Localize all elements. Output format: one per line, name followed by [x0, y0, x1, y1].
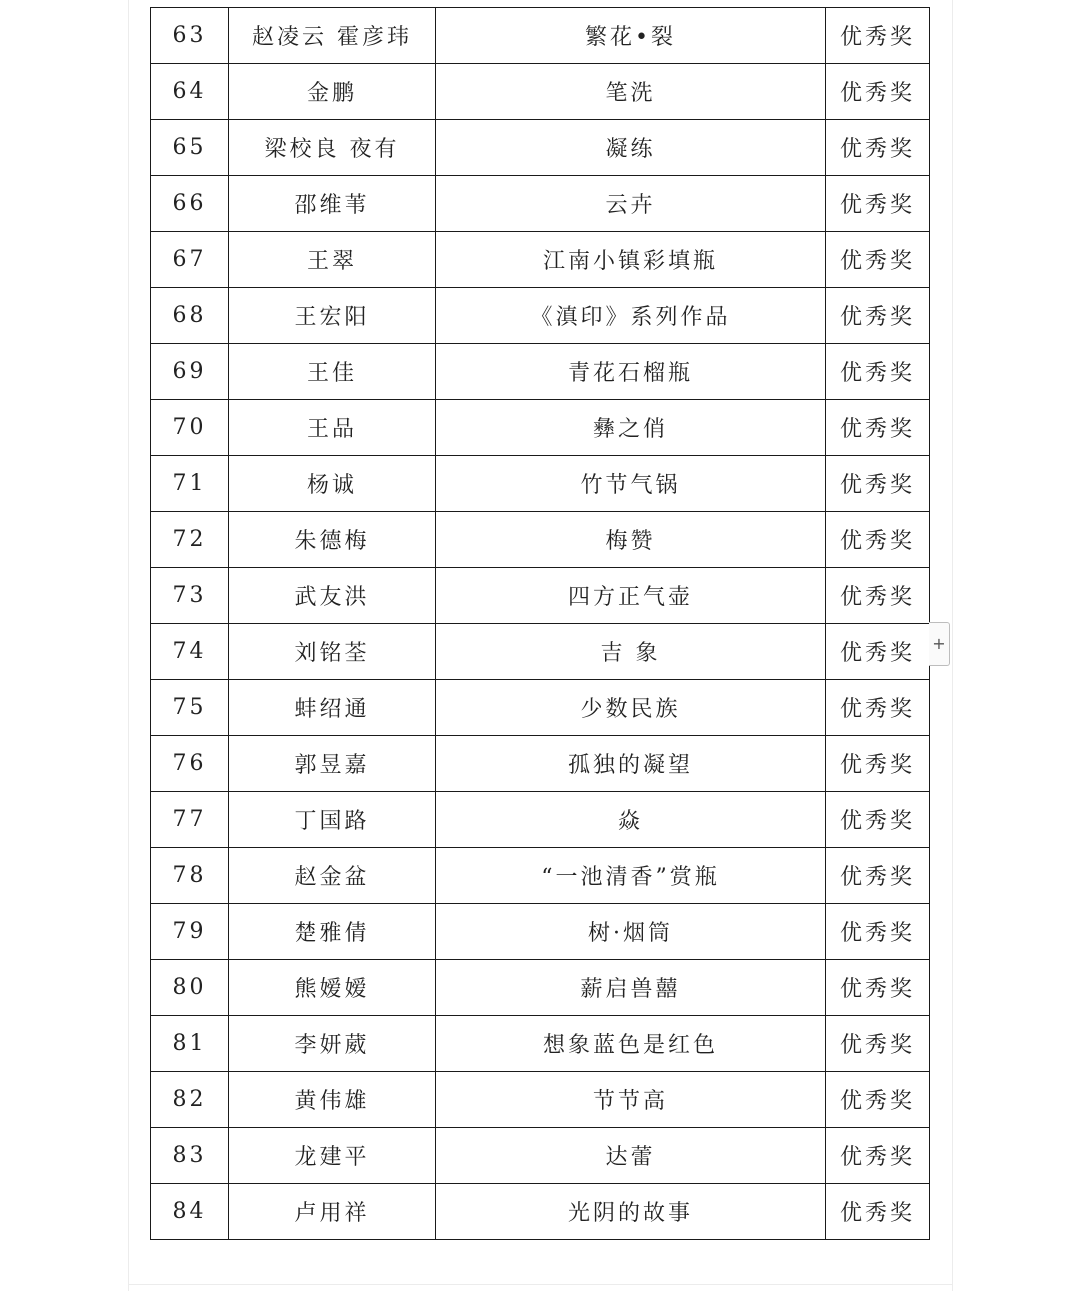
- table-row: [151, 8, 930, 64]
- cell-award: 优秀奖: [826, 1072, 930, 1128]
- cell-award: 优秀奖: [826, 736, 930, 792]
- cell-award: 优秀奖: [826, 344, 930, 400]
- cell-number: 70: [151, 400, 229, 456]
- cell-number: 83: [151, 1128, 229, 1184]
- cell-work-title: 四方正气壶: [436, 568, 826, 624]
- cell-author-name: 王佳: [229, 344, 436, 400]
- cell-work-title: 光阴的故事: [436, 1184, 826, 1240]
- cell-work-title: 树·烟筒: [436, 904, 826, 960]
- table-row: [151, 792, 930, 848]
- cell-number: 75: [151, 680, 229, 736]
- add-row-button[interactable]: +: [929, 622, 950, 666]
- cell-number: 79: [151, 904, 229, 960]
- cell-author-name: 郭昱嘉: [229, 736, 436, 792]
- table-row: [151, 288, 930, 344]
- cell-number: 77: [151, 792, 229, 848]
- cell-number: 72: [151, 512, 229, 568]
- table-row: [151, 736, 930, 792]
- cell-work-title: 少数民族: [436, 680, 826, 736]
- cell-work-title: 达蕾: [436, 1128, 826, 1184]
- cell-number: 81: [151, 1016, 229, 1072]
- cell-number: 80: [151, 960, 229, 1016]
- cell-award: 优秀奖: [826, 848, 930, 904]
- table-row: [151, 960, 930, 1016]
- cell-number: 68: [151, 288, 229, 344]
- table-row: [151, 904, 930, 960]
- cell-author-name: 卢用祥: [229, 1184, 436, 1240]
- cell-work-title: 云卉: [436, 176, 826, 232]
- page-edge-bottom: [128, 1284, 953, 1285]
- cell-award: 优秀奖: [826, 680, 930, 736]
- cell-work-title: “一池清香”赏瓶: [436, 848, 826, 904]
- table-row: [151, 624, 930, 680]
- cell-work-title: 繁花•裂: [436, 8, 826, 64]
- cell-work-title: 笔洗: [436, 64, 826, 120]
- cell-work-title: 江南小镇彩填瓶: [436, 232, 826, 288]
- page-edge-right: [952, 0, 953, 1291]
- cell-award: 优秀奖: [826, 512, 930, 568]
- cell-author-name: 杨诚: [229, 456, 436, 512]
- cell-author-name: 王宏阳: [229, 288, 436, 344]
- cell-author-name: 李妍葳: [229, 1016, 436, 1072]
- cell-work-title: 梅赞: [436, 512, 826, 568]
- cell-author-name: 蚌绍通: [229, 680, 436, 736]
- cell-award: 优秀奖: [826, 1184, 930, 1240]
- cell-award: 优秀奖: [826, 64, 930, 120]
- cell-work-title: 彝之俏: [436, 400, 826, 456]
- cell-award: 优秀奖: [826, 960, 930, 1016]
- cell-work-title: 凝练: [436, 120, 826, 176]
- cell-award: 优秀奖: [826, 792, 930, 848]
- cell-work-title: 焱: [436, 792, 826, 848]
- cell-author-name: 梁校良 夜有: [229, 120, 436, 176]
- cell-award: 优秀奖: [826, 568, 930, 624]
- cell-award: 优秀奖: [826, 176, 930, 232]
- table-row: [151, 120, 930, 176]
- cell-author-name: 楚雅倩: [229, 904, 436, 960]
- cell-number: 78: [151, 848, 229, 904]
- table-row: [151, 1128, 930, 1184]
- cell-number: 71: [151, 456, 229, 512]
- table-row: [151, 512, 930, 568]
- award-table-container: [150, 7, 930, 1240]
- table-row: [151, 176, 930, 232]
- table-row: [151, 848, 930, 904]
- cell-number: 76: [151, 736, 229, 792]
- cell-award: 优秀奖: [826, 624, 930, 680]
- cell-author-name: 黄伟雄: [229, 1072, 436, 1128]
- cell-work-title: 吉 象: [436, 624, 826, 680]
- cell-award: 优秀奖: [826, 288, 930, 344]
- cell-number: 73: [151, 568, 229, 624]
- cell-number: 66: [151, 176, 229, 232]
- cell-award: 优秀奖: [826, 456, 930, 512]
- cell-work-title: 竹节气锅: [436, 456, 826, 512]
- cell-number: 67: [151, 232, 229, 288]
- cell-author-name: 丁国路: [229, 792, 436, 848]
- page-edge-left: [128, 0, 129, 1291]
- cell-number: 69: [151, 344, 229, 400]
- table-row: [151, 232, 930, 288]
- cell-author-name: 武友洪: [229, 568, 436, 624]
- cell-work-title: 薪启兽囍: [436, 960, 826, 1016]
- cell-award: 优秀奖: [826, 904, 930, 960]
- table-row: [151, 680, 930, 736]
- cell-author-name: 赵金盆: [229, 848, 436, 904]
- table-row: [151, 400, 930, 456]
- cell-author-name: 金鹏: [229, 64, 436, 120]
- cell-author-name: 龙建平: [229, 1128, 436, 1184]
- cell-award: 优秀奖: [826, 1128, 930, 1184]
- cell-author-name: 赵凌云 霍彦玮: [229, 8, 436, 64]
- cell-author-name: 刘铭荃: [229, 624, 436, 680]
- cell-author-name: 朱德梅: [229, 512, 436, 568]
- cell-work-title: 《滇印》系列作品: [436, 288, 826, 344]
- table-row: [151, 456, 930, 512]
- cell-award: 优秀奖: [826, 400, 930, 456]
- cell-award: 优秀奖: [826, 1016, 930, 1072]
- cell-number: 84: [151, 1184, 229, 1240]
- award-table: [150, 7, 930, 1240]
- table-row: [151, 344, 930, 400]
- cell-award: 优秀奖: [826, 232, 930, 288]
- table-row: [151, 1184, 930, 1240]
- table-row: [151, 1072, 930, 1128]
- table-row: [151, 1016, 930, 1072]
- table-row: [151, 64, 930, 120]
- cell-work-title: 想象蓝色是红色: [436, 1016, 826, 1072]
- table-row: [151, 568, 930, 624]
- cell-award: 优秀奖: [826, 8, 930, 64]
- cell-award: 优秀奖: [826, 120, 930, 176]
- cell-author-name: 王品: [229, 400, 436, 456]
- award-table-body: [151, 8, 930, 1240]
- cell-author-name: 邵维苇: [229, 176, 436, 232]
- cell-work-title: 节节高: [436, 1072, 826, 1128]
- cell-work-title: 青花石榴瓶: [436, 344, 826, 400]
- cell-number: 82: [151, 1072, 229, 1128]
- cell-number: 74: [151, 624, 229, 680]
- cell-author-name: 熊嫒嫒: [229, 960, 436, 1016]
- cell-number: 65: [151, 120, 229, 176]
- cell-number: 64: [151, 64, 229, 120]
- cell-number: 63: [151, 8, 229, 64]
- cell-author-name: 王翠: [229, 232, 436, 288]
- cell-work-title: 孤独的凝望: [436, 736, 826, 792]
